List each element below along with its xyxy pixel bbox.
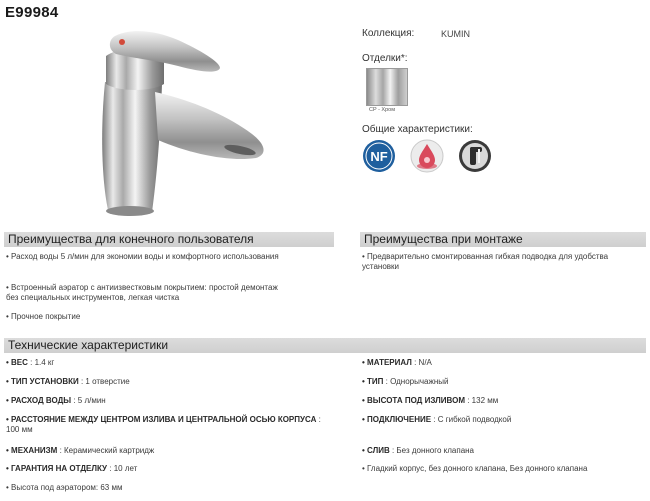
chrome-finish-swatch xyxy=(366,68,408,106)
spec-type: • ТИП : Однорычажный xyxy=(362,377,449,386)
nf-text: NF xyxy=(370,149,388,164)
list-item xyxy=(6,283,278,303)
install-benefits-header xyxy=(360,232,646,247)
list-item-line: • Встроенный аэратор с антиизвестковым покрытием: простой демонтаж xyxy=(6,283,278,292)
technical-specs-title: Технические характеристики xyxy=(8,338,169,352)
spec-aerator-height: • Высота под аэратором: 63 мм xyxy=(6,483,123,492)
spec-spout-distance: • РАССТОЯНИЕ МЕЖДУ ЦЕНТРОМ ИЗЛИВА И ЦЕНТРАЛЬНОЙ ОСЬЮ КОРПУСА : 100 мм xyxy=(6,415,321,434)
list-item xyxy=(6,252,279,262)
list-item-line: • Прочное покрытие xyxy=(6,312,81,321)
finish-swatch-caption: CP - Хром xyxy=(369,107,395,113)
technical-specs-header xyxy=(4,338,646,353)
spec-material: • МАТЕРИАЛ : N/A xyxy=(362,358,432,367)
spec-spout-distance-value: 100 мм xyxy=(6,425,33,434)
list-item-line: без специальных инструментов, легкая чистка xyxy=(6,293,180,302)
install-benefits-title: Преимущества при монтаже xyxy=(364,232,523,246)
spec-height-under-spout: • ВЫСОТА ПОД ИЗЛИВОМ : 132 мм xyxy=(362,396,499,405)
pipe-icon xyxy=(458,139,492,173)
water-drop-icon xyxy=(410,139,444,173)
spec-connection: • ПОДКЛЮЧЕНИЕ : С гибкой подводкой xyxy=(362,415,512,424)
list-item xyxy=(362,252,608,272)
nf-certification-icon xyxy=(362,139,396,173)
spec-weight: • ВЕС : 1.4 кг xyxy=(6,358,55,367)
product-code: E99984 xyxy=(5,4,59,21)
collection-value: KUMIN xyxy=(441,29,470,39)
spec-mechanism: • МЕХАНИЗМ : Керамический картридж xyxy=(6,446,155,455)
spec-installation-type: • ТИП УСТАНОВКИ : 1 отверстие xyxy=(6,377,130,386)
faucet-product-image xyxy=(60,22,290,222)
spec-drain: • СЛИВ : Без донного клапана xyxy=(362,446,475,455)
spec-body-note: • Гладкий корпус, без донного клапана, Без донного клапана xyxy=(362,464,588,473)
spec-flow-rate: • РАСХОД ВОДЫ : 5 л/мин xyxy=(6,396,106,405)
general-characteristics-label: Общие характеристики: xyxy=(362,124,473,135)
list-item-line: установки xyxy=(362,262,400,271)
list-item-line: • Предварительно смонтированная гибкая подводка для удобства xyxy=(362,252,609,261)
user-benefits-title: Преимущества для конечного пользователя xyxy=(8,232,254,246)
collection-label: Коллекция: xyxy=(362,28,415,39)
user-benefits-header xyxy=(4,232,334,247)
list-item-line: • Расход воды 5 л/мин для экономии воды и комфортного использования xyxy=(6,252,279,261)
finishes-label: Отделки*: xyxy=(362,53,408,64)
spec-finish-warranty: • ГАРАНТИЯ НА ОТДЕЛКУ : 10 лет xyxy=(6,464,138,473)
list-item xyxy=(6,312,80,322)
